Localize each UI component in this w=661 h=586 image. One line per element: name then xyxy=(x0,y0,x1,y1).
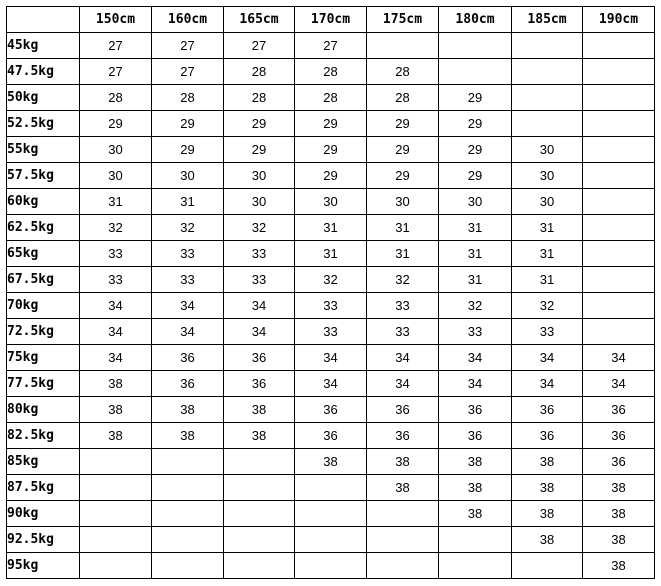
size-value-cell: 34 xyxy=(583,345,655,371)
size-value-cell: 36 xyxy=(152,371,224,397)
size-value-cell: 38 xyxy=(295,449,367,475)
size-value-cell: 30 xyxy=(367,189,439,215)
size-value-cell xyxy=(439,33,512,59)
column-header-height: 170cm xyxy=(295,7,367,33)
size-value-cell xyxy=(224,553,295,579)
size-value-cell xyxy=(583,137,655,163)
size-value-cell: 36 xyxy=(583,423,655,449)
size-value-cell: 33 xyxy=(224,241,295,267)
size-value-cell: 32 xyxy=(152,215,224,241)
size-value-cell xyxy=(583,215,655,241)
size-value-cell xyxy=(512,59,583,85)
size-value-cell xyxy=(439,527,512,553)
size-value-cell: 28 xyxy=(295,59,367,85)
table-header xyxy=(7,7,655,33)
size-value-cell: 38 xyxy=(367,449,439,475)
size-value-cell: 38 xyxy=(583,475,655,501)
table-row xyxy=(7,163,655,189)
row-header-weight: 65kg xyxy=(7,241,80,267)
size-value-cell: 30 xyxy=(224,189,295,215)
size-value-cell: 36 xyxy=(439,397,512,423)
size-value-cell: 31 xyxy=(439,215,512,241)
table-row xyxy=(7,319,655,345)
size-value-cell: 29 xyxy=(152,137,224,163)
size-value-cell xyxy=(367,527,439,553)
size-value-cell: 36 xyxy=(583,397,655,423)
size-value-cell: 28 xyxy=(224,85,295,111)
row-header-weight: 90kg xyxy=(7,501,80,527)
size-value-cell xyxy=(583,267,655,293)
size-value-cell xyxy=(583,111,655,137)
size-value-cell xyxy=(512,553,583,579)
table-row xyxy=(7,59,655,85)
size-value-cell xyxy=(512,33,583,59)
size-value-cell xyxy=(295,553,367,579)
size-value-cell: 34 xyxy=(224,319,295,345)
size-value-cell: 36 xyxy=(367,397,439,423)
size-value-cell xyxy=(80,475,152,501)
size-value-cell xyxy=(80,501,152,527)
size-value-cell: 32 xyxy=(512,293,583,319)
size-value-cell xyxy=(152,449,224,475)
size-value-cell: 38 xyxy=(152,423,224,449)
size-value-cell xyxy=(224,527,295,553)
row-header-weight: 82.5kg xyxy=(7,423,80,449)
size-value-cell xyxy=(367,33,439,59)
size-value-cell: 38 xyxy=(80,371,152,397)
size-value-cell xyxy=(583,163,655,189)
header-row xyxy=(7,7,655,33)
size-value-cell: 36 xyxy=(512,397,583,423)
row-header-weight: 55kg xyxy=(7,137,80,163)
size-value-cell: 31 xyxy=(367,215,439,241)
column-header-height: 150cm xyxy=(80,7,152,33)
size-value-cell: 28 xyxy=(367,59,439,85)
size-value-cell xyxy=(152,527,224,553)
size-value-cell: 34 xyxy=(80,293,152,319)
size-value-cell: 29 xyxy=(295,137,367,163)
size-value-cell: 36 xyxy=(439,423,512,449)
size-value-cell: 38 xyxy=(439,501,512,527)
size-value-cell xyxy=(152,475,224,501)
size-value-cell: 32 xyxy=(80,215,152,241)
size-value-cell: 33 xyxy=(295,319,367,345)
row-header-weight: 70kg xyxy=(7,293,80,319)
size-value-cell: 30 xyxy=(80,163,152,189)
table-row xyxy=(7,527,655,553)
column-header-height: 190cm xyxy=(583,7,655,33)
size-value-cell: 28 xyxy=(80,85,152,111)
size-value-cell xyxy=(80,527,152,553)
size-value-cell: 38 xyxy=(224,423,295,449)
table-body xyxy=(7,33,655,579)
size-value-cell: 29 xyxy=(152,111,224,137)
size-value-cell: 29 xyxy=(367,163,439,189)
size-value-cell xyxy=(583,85,655,111)
row-header-weight: 87.5kg xyxy=(7,475,80,501)
size-value-cell: 36 xyxy=(152,345,224,371)
size-value-cell: 27 xyxy=(80,33,152,59)
size-value-cell: 30 xyxy=(512,137,583,163)
table-row xyxy=(7,293,655,319)
size-value-cell: 34 xyxy=(367,345,439,371)
size-value-cell: 33 xyxy=(80,267,152,293)
size-value-cell: 30 xyxy=(224,163,295,189)
size-value-cell: 31 xyxy=(80,189,152,215)
size-value-cell: 29 xyxy=(439,137,512,163)
table-row xyxy=(7,475,655,501)
size-value-cell: 29 xyxy=(295,163,367,189)
size-value-cell: 38 xyxy=(512,527,583,553)
size-value-cell xyxy=(583,241,655,267)
size-value-cell xyxy=(583,319,655,345)
size-value-cell: 32 xyxy=(224,215,295,241)
size-value-cell: 29 xyxy=(367,137,439,163)
size-value-cell xyxy=(80,449,152,475)
size-value-cell: 28 xyxy=(295,85,367,111)
size-value-cell: 34 xyxy=(512,345,583,371)
row-header-weight: 47.5kg xyxy=(7,59,80,85)
size-value-cell: 33 xyxy=(367,319,439,345)
size-value-cell: 31 xyxy=(512,215,583,241)
table-row xyxy=(7,189,655,215)
size-value-cell: 36 xyxy=(224,345,295,371)
row-header-weight: 80kg xyxy=(7,397,80,423)
table-row xyxy=(7,85,655,111)
corner-cell xyxy=(7,7,80,33)
size-value-cell: 34 xyxy=(295,345,367,371)
size-value-cell: 28 xyxy=(152,85,224,111)
size-value-cell: 38 xyxy=(439,475,512,501)
size-value-cell: 31 xyxy=(295,215,367,241)
size-value-cell: 34 xyxy=(583,371,655,397)
size-value-cell xyxy=(295,475,367,501)
row-header-weight: 62.5kg xyxy=(7,215,80,241)
size-value-cell: 34 xyxy=(224,293,295,319)
size-value-cell: 38 xyxy=(152,397,224,423)
table-row xyxy=(7,449,655,475)
size-value-cell: 38 xyxy=(583,553,655,579)
size-value-cell: 27 xyxy=(80,59,152,85)
row-header-weight: 60kg xyxy=(7,189,80,215)
size-value-cell: 34 xyxy=(152,319,224,345)
size-value-cell: 33 xyxy=(295,293,367,319)
table-row xyxy=(7,345,655,371)
size-value-cell: 30 xyxy=(512,189,583,215)
column-header-height: 180cm xyxy=(439,7,512,33)
size-value-cell: 31 xyxy=(295,241,367,267)
size-value-cell: 27 xyxy=(224,33,295,59)
column-header-height: 175cm xyxy=(367,7,439,33)
column-header-height: 185cm xyxy=(512,7,583,33)
size-value-cell: 33 xyxy=(224,267,295,293)
size-value-cell: 34 xyxy=(295,371,367,397)
size-value-cell xyxy=(439,553,512,579)
size-value-cell: 29 xyxy=(295,111,367,137)
size-value-cell: 32 xyxy=(439,293,512,319)
size-value-cell: 34 xyxy=(80,319,152,345)
size-value-cell xyxy=(295,501,367,527)
size-value-cell: 29 xyxy=(367,111,439,137)
row-header-weight: 52.5kg xyxy=(7,111,80,137)
size-value-cell: 33 xyxy=(512,319,583,345)
row-header-weight: 75kg xyxy=(7,345,80,371)
size-value-cell: 29 xyxy=(439,163,512,189)
size-value-cell: 38 xyxy=(512,475,583,501)
size-value-cell: 32 xyxy=(295,267,367,293)
table-row xyxy=(7,111,655,137)
size-value-cell: 38 xyxy=(583,527,655,553)
size-value-cell xyxy=(439,59,512,85)
size-value-cell: 28 xyxy=(367,85,439,111)
size-value-cell: 32 xyxy=(367,267,439,293)
size-value-cell xyxy=(512,85,583,111)
size-value-cell: 31 xyxy=(367,241,439,267)
size-value-cell: 30 xyxy=(512,163,583,189)
row-header-weight: 95kg xyxy=(7,553,80,579)
size-value-cell: 29 xyxy=(224,111,295,137)
size-value-cell: 30 xyxy=(295,189,367,215)
size-value-cell: 29 xyxy=(80,111,152,137)
size-value-cell: 33 xyxy=(367,293,439,319)
column-header-height: 165cm xyxy=(224,7,295,33)
column-header-height: 160cm xyxy=(152,7,224,33)
size-value-cell: 38 xyxy=(583,501,655,527)
table-row xyxy=(7,397,655,423)
row-header-weight: 85kg xyxy=(7,449,80,475)
size-value-cell: 34 xyxy=(80,345,152,371)
size-value-cell xyxy=(583,293,655,319)
size-value-cell: 27 xyxy=(295,33,367,59)
row-header-weight: 57.5kg xyxy=(7,163,80,189)
size-value-cell: 31 xyxy=(439,241,512,267)
table-row xyxy=(7,501,655,527)
size-value-cell: 34 xyxy=(439,345,512,371)
table-row xyxy=(7,553,655,579)
size-value-cell: 33 xyxy=(439,319,512,345)
size-value-cell: 33 xyxy=(152,241,224,267)
size-value-cell: 34 xyxy=(439,371,512,397)
size-value-cell: 30 xyxy=(152,163,224,189)
row-header-weight: 50kg xyxy=(7,85,80,111)
size-value-cell: 31 xyxy=(512,241,583,267)
size-value-cell: 36 xyxy=(512,423,583,449)
size-value-cell xyxy=(224,475,295,501)
size-value-cell: 34 xyxy=(512,371,583,397)
table-row xyxy=(7,33,655,59)
size-value-cell: 38 xyxy=(439,449,512,475)
size-value-cell xyxy=(512,111,583,137)
size-value-cell xyxy=(367,553,439,579)
size-value-cell: 38 xyxy=(367,475,439,501)
size-value-cell: 36 xyxy=(295,423,367,449)
row-header-weight: 77.5kg xyxy=(7,371,80,397)
row-header-weight: 92.5kg xyxy=(7,527,80,553)
size-value-cell: 28 xyxy=(224,59,295,85)
table-row xyxy=(7,215,655,241)
size-value-cell: 33 xyxy=(80,241,152,267)
size-value-cell xyxy=(152,553,224,579)
size-value-cell: 30 xyxy=(80,137,152,163)
size-value-cell: 30 xyxy=(439,189,512,215)
size-value-cell: 29 xyxy=(439,85,512,111)
table-row xyxy=(7,371,655,397)
table-row xyxy=(7,137,655,163)
size-value-cell: 27 xyxy=(152,59,224,85)
size-value-cell: 36 xyxy=(224,371,295,397)
size-value-cell xyxy=(583,189,655,215)
size-value-cell: 36 xyxy=(583,449,655,475)
size-value-cell: 33 xyxy=(152,267,224,293)
size-value-cell xyxy=(152,501,224,527)
size-value-cell: 27 xyxy=(152,33,224,59)
size-value-cell: 29 xyxy=(224,137,295,163)
size-value-cell xyxy=(295,527,367,553)
size-chart-table xyxy=(6,6,655,579)
row-header-weight: 67.5kg xyxy=(7,267,80,293)
size-value-cell: 34 xyxy=(367,371,439,397)
size-value-cell: 31 xyxy=(439,267,512,293)
size-value-cell xyxy=(367,501,439,527)
size-value-cell: 38 xyxy=(512,449,583,475)
size-value-cell: 36 xyxy=(367,423,439,449)
size-value-cell: 31 xyxy=(152,189,224,215)
size-value-cell: 38 xyxy=(80,397,152,423)
row-header-weight: 45kg xyxy=(7,33,80,59)
size-value-cell xyxy=(583,59,655,85)
row-header-weight: 72.5kg xyxy=(7,319,80,345)
size-value-cell: 38 xyxy=(224,397,295,423)
size-value-cell: 38 xyxy=(512,501,583,527)
size-value-cell: 36 xyxy=(295,397,367,423)
size-value-cell xyxy=(80,553,152,579)
size-value-cell: 38 xyxy=(80,423,152,449)
size-value-cell xyxy=(224,501,295,527)
table-row xyxy=(7,241,655,267)
size-value-cell xyxy=(583,33,655,59)
size-value-cell: 29 xyxy=(439,111,512,137)
size-value-cell: 34 xyxy=(152,293,224,319)
size-value-cell xyxy=(224,449,295,475)
table-row xyxy=(7,267,655,293)
size-value-cell: 31 xyxy=(512,267,583,293)
table-row xyxy=(7,423,655,449)
